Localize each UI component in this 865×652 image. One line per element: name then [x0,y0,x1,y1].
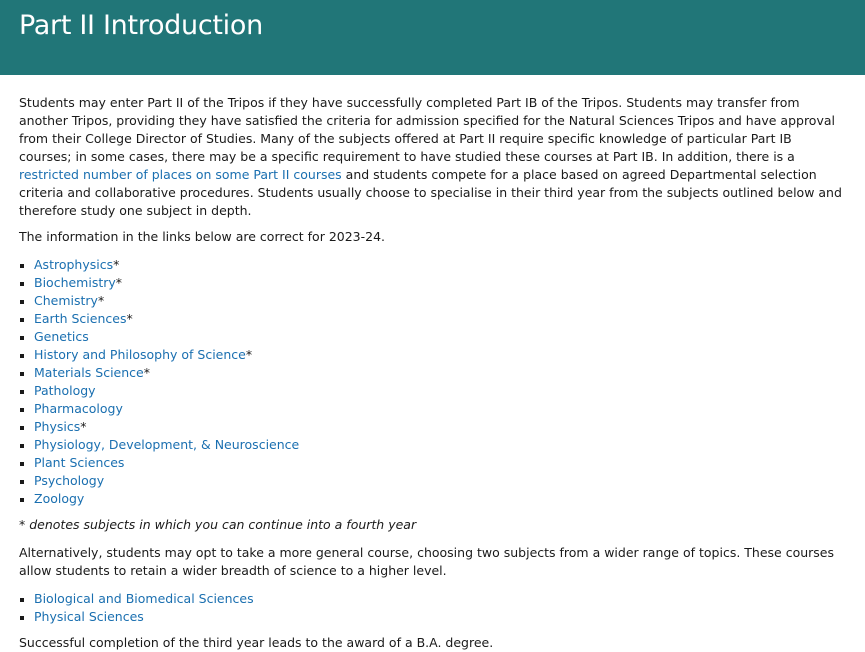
list-item [19,590,846,608]
bullet-icon [20,444,24,448]
list-item [19,310,846,328]
bullet-icon [20,598,24,602]
bullet-icon [20,264,24,268]
list-item [19,454,846,472]
subject-link[interactable]: Plant Sciences [34,455,125,470]
bullet-icon [20,390,24,394]
bullet-icon [20,318,24,322]
fourth-year-marker: * [115,275,123,290]
intro-text-after: and students compete for a place based on agreed Departmental selection criteria and collaborative procedures. Students usually choose to specialise in their third year from the subjects outlined below and therefore study one subject in depth. [19,167,842,218]
fourth-year-marker: * [143,365,150,380]
subject-link[interactable]: Physiology, Development, & Neuroscience [34,437,300,452]
page-title: Part II Introduction [19,10,263,41]
list-item [19,400,846,418]
subject-link[interactable]: Materials Science [34,365,144,380]
bullet-icon [20,336,24,340]
restricted-places-link[interactable]: restricted number of places on some Part II courses [19,167,342,182]
fourth-year-marker: * [245,347,253,362]
subject-link[interactable]: Zoology [34,491,85,506]
list-item [19,292,846,310]
bullet-icon [20,354,24,358]
fourth-year-marker: * [126,311,133,326]
subject-link[interactable]: Pharmacology [34,401,123,416]
list-item [19,364,846,382]
list-item [19,328,846,346]
bullet-icon [20,498,24,502]
bullet-icon [20,300,24,304]
alternative-paragraph: Alternatively, students may opt to take a more general course, choosing two subjects from a wider range of topics. These courses allow students to retain a wider breadth of science to a higher level. [19,545,834,578]
page-header [0,0,865,75]
subject-link[interactable]: History and Philosophy of Science [34,347,246,362]
subject-link[interactable]: Astrophysics [34,257,114,272]
subject-link[interactable]: Pathology [34,383,96,398]
subject-list [19,256,846,508]
list-item [19,418,846,436]
intro-paragraph [19,94,846,220]
list-item [19,382,846,400]
fourth-year-marker: * [113,257,120,272]
subject-link[interactable]: Biological and Biomedical Sciences [34,591,254,606]
closing-paragraph: Successful completion of the third year leads to the award of a B.A. degree. [19,635,494,650]
subject-link[interactable]: Chemistry [34,293,98,308]
list-item [19,490,846,508]
subject-link[interactable]: Genetics [34,329,89,344]
bullet-icon [20,462,24,466]
subject-link[interactable]: Physics [34,419,81,434]
general-course-list [19,590,846,626]
fourth-year-marker: * [97,293,105,308]
footnote: * denotes subjects in which you can continue into a fourth year [19,517,417,532]
list-item [19,608,846,626]
list-item [19,346,846,364]
info-line: The information in the links below are correct for 2023-24. [19,229,386,244]
bullet-icon [20,282,24,286]
list-item [19,274,846,292]
bullet-icon [20,480,24,484]
bullet-icon [20,616,24,620]
bullet-icon [20,426,24,430]
subject-link[interactable]: Earth Sciences [34,311,127,326]
subject-link[interactable]: Physical Sciences [34,609,144,624]
list-item [19,256,846,274]
subject-link[interactable]: Psychology [34,473,105,488]
subject-link[interactable]: Biochemistry [34,275,116,290]
fourth-year-marker: * [80,419,87,434]
intro-text-before: Students may enter Part II of the Tripos if they have successfully completed Part IB of the Tripos. Students may transfer from another Tripos, providing they have satisfied the criteria for admission specified for the Natural Sciences Tripos and have approval from their College Director of Studies. Many of the subjects offered at Part II require specific knowledge of particular Part IB courses; in some cases, there may be a specific requirement to have studied these courses at Part IB. In addition, there is a [19,95,835,164]
bullet-icon [20,408,24,412]
bullet-icon [20,372,24,376]
list-item [19,436,846,454]
list-item [19,472,846,490]
main-content [0,75,865,652]
